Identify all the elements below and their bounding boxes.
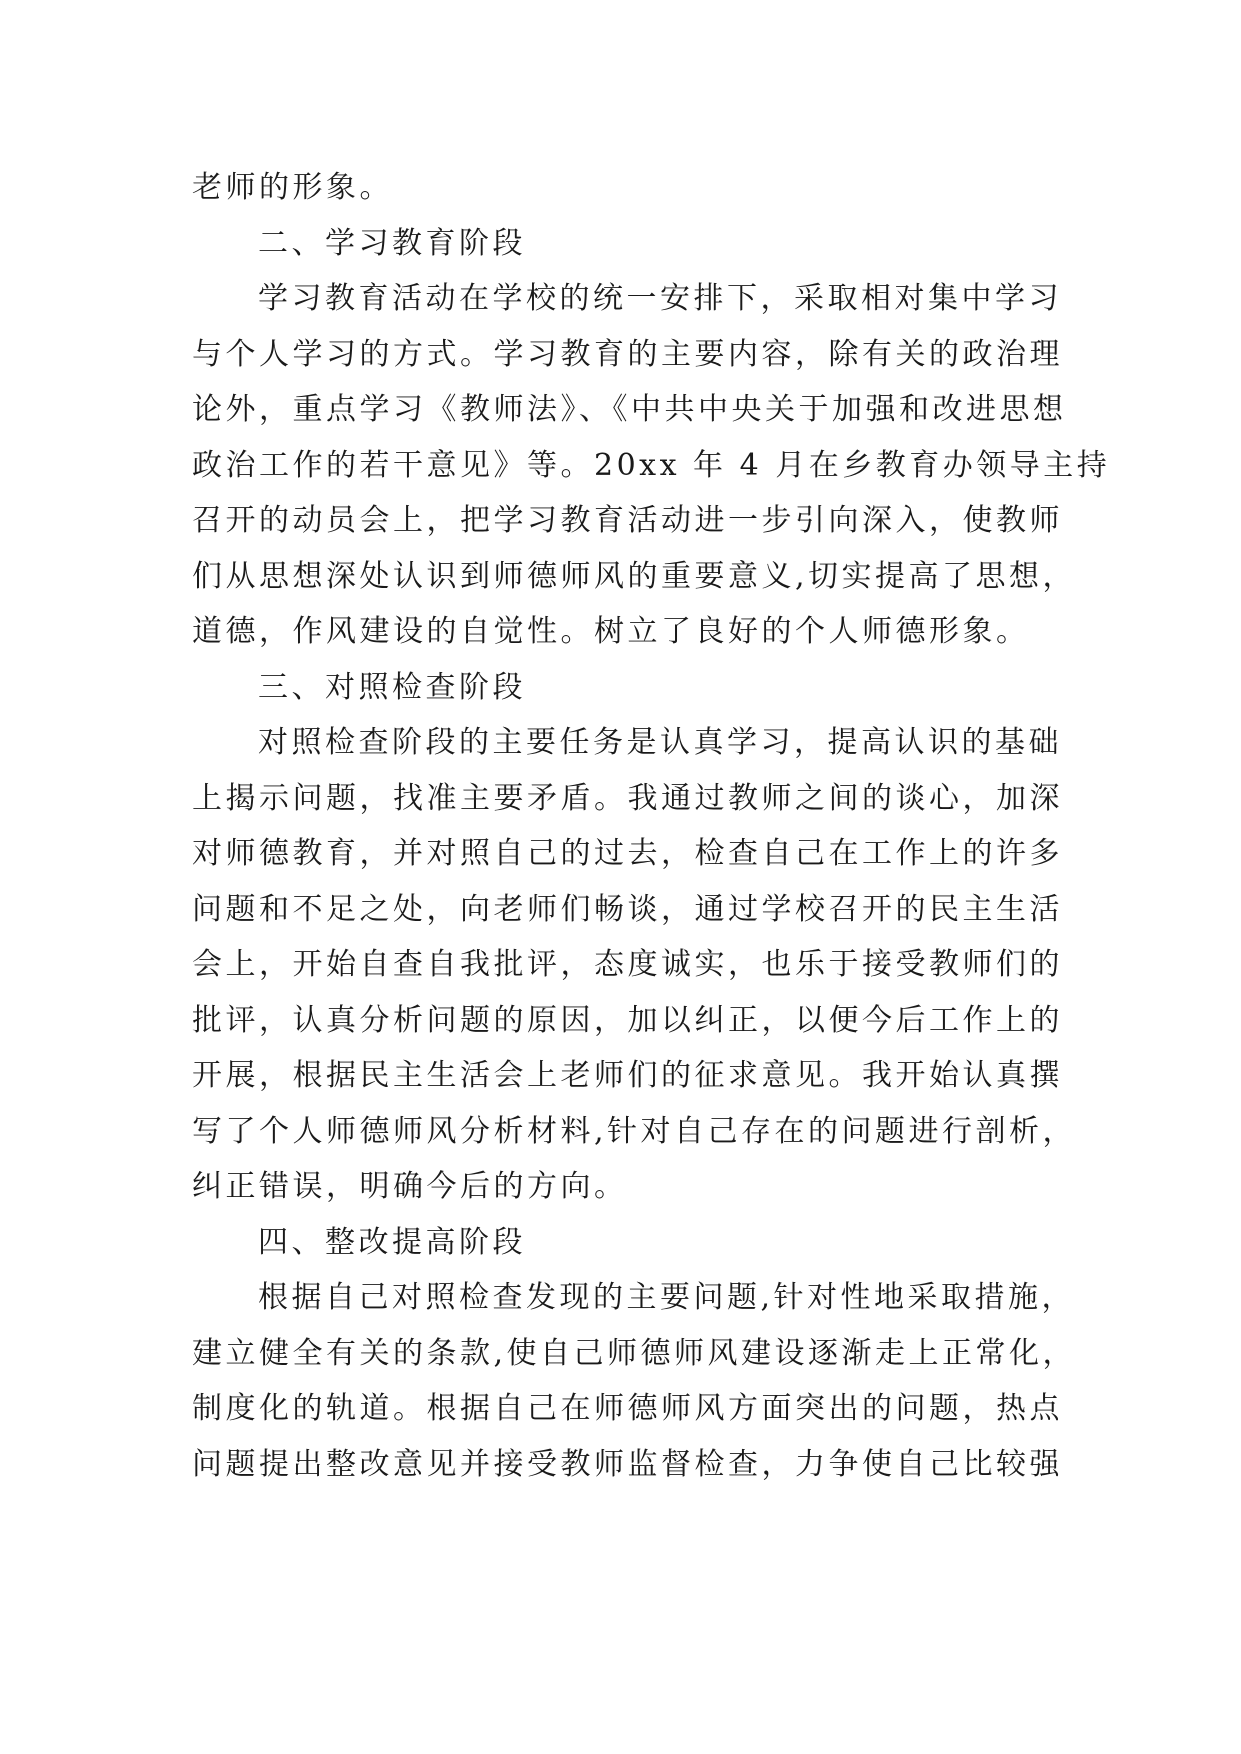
document-body: [192, 160, 1111, 1492]
text-line: 对师德教育，并对照自己的过去，检查自己在工作上的许多: [192, 836, 1063, 871]
section-heading: 二、学习教育阶段: [258, 225, 526, 261]
text-line: 建立健全有关的条款,使自己师德师风建设逐渐走上正常化，: [192, 1335, 1077, 1371]
section-heading: 三、对照检查阶段: [258, 669, 526, 705]
text-line: 老师的形象。: [192, 170, 393, 205]
text-line: 上揭示问题，找准主要矛盾。我通过教师之间的谈心，加深: [192, 780, 1063, 816]
text-line: 道德，作风建设的自觉性。树立了良好的个人师德形象。: [192, 614, 1030, 649]
text-line: 会上，开始自查自我批评，态度诚实，也乐于接受教师们的: [192, 947, 1063, 982]
text-line: 召开的动员会上，把学习教育活动进一步引向深入，使教师: [192, 503, 1063, 538]
text-line: 写了个人师德师风分析材料,针对自己存在的问题进行剖析，: [192, 1113, 1077, 1149]
text-line: 问题和不足之处，向老师们畅谈，通过学校召开的民主生活: [192, 891, 1063, 927]
text-line: 批评，认真分析问题的原因，加以纠正，以便今后工作上的: [192, 1002, 1063, 1038]
text-line: 对照检查阶段的主要任务是认真学习，提高认识的基础: [258, 725, 1062, 760]
text-line: 论外，重点学习《教师法》、《中共中央关于加强和改进思想: [192, 392, 1067, 427]
text-line: 制度化的轨道。根据自己在师德师风方面突出的问题，热点: [192, 1391, 1063, 1426]
text-line: 纠正错误，明确今后的方向。: [192, 1169, 628, 1204]
text-line: 政治工作的若干意见》等。20xx 年 4 月在乡教育办领导主持: [192, 447, 1111, 483]
section-heading: 四、整改提高阶段: [258, 1224, 526, 1260]
text-line: 学习教育活动在学校的统一安排下，采取相对集中学习: [258, 281, 1062, 316]
text-line: 根据自己对照检查发现的主要问题,针对性地采取措施，: [258, 1280, 1076, 1315]
text-line: 与个人学习的方式。学习教育的主要内容，除有关的政治理: [192, 336, 1063, 372]
text-line: 们从思想深处认识到师德师风的重要意义,切实提高了思想，: [192, 558, 1077, 594]
text-line: 问题提出整改意见并接受教师监督检查，力争使自己比较强: [192, 1446, 1063, 1482]
text-line: 开展，根据民主生活会上老师们的征求意见。我开始认真撰: [192, 1058, 1063, 1093]
